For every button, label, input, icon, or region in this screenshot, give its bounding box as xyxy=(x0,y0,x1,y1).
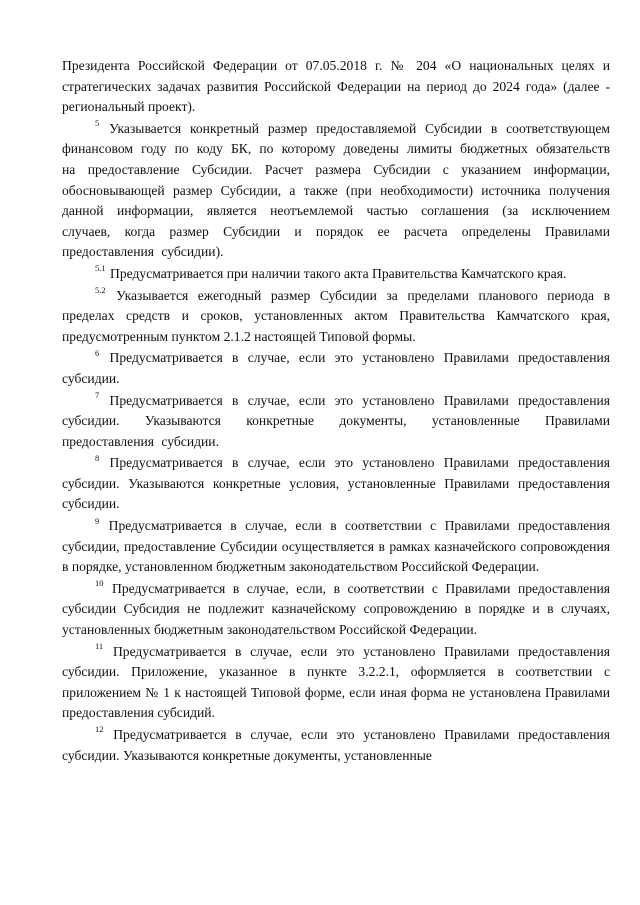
footnote-text: Предусматривается в случае, если это установлено Правилами предоставления субсидии. Указываются конкретные условия, установленные Правилами предоставления субсидии. xyxy=(62,455,610,512)
footnote-marker: 5.1 xyxy=(95,263,106,274)
footnote-11 xyxy=(62,642,610,724)
footnote-text: Предусматривается в случае, если, в соответствии с Правилами предоставления субсидии Субсидия не подлежит казначейскому сопровождению в порядке и в случаях, установленных бюджетным законодательством Российской Федерации. xyxy=(62,580,610,638)
footnote-marker: 12 xyxy=(95,724,104,735)
footnote-text: Предусматривается при наличии такого акта Правительства Камчатского края. xyxy=(110,265,567,281)
footnote-text: Предусматривается в случае, если это установлено Правилами предоставления субсидии. Указываются конкретные документы, установленные xyxy=(62,727,610,763)
footnote-marker: 11 xyxy=(95,641,104,652)
footnote-12 xyxy=(62,725,610,766)
footnote-text: Указывается ежегодный размер Субсидии за пределами планового периода в пределах средств и сроков, установленных актом Правительства Камчатского края, предусмотренным пунктом 2.1.2 настоящей Типовой формы. xyxy=(62,287,610,344)
footnote-5 xyxy=(62,119,610,263)
footnote-marker: 5 xyxy=(95,118,100,129)
footnote-marker: 8 xyxy=(95,452,100,463)
footnote-6 xyxy=(62,348,610,389)
footnote-9 xyxy=(62,516,610,578)
footnote-text: Предусматривается в случае, если это установлено Правилами предоставления субсидии. Указываются конкретные документы, установленные Правилами предоставления субсидии. xyxy=(62,392,610,449)
footnote-marker: 5.2 xyxy=(95,285,106,295)
footnote-text: Предусматривается в случае, если это установлено Правилами предоставления субсидии. Приложение, указанное в пункте 3.2.2.1, оформляется в соответствии с приложением № 1 к настоящей Типовой форме, если иная форма не установлена Правилами предоставления субсидий. xyxy=(62,643,610,721)
footnote-10 xyxy=(62,579,610,641)
footnote-marker: 6 xyxy=(95,347,100,358)
footnote-5-2 xyxy=(62,286,610,348)
footnote-text: Указывается конкретный размер предоставляемой Субсидии в соответствующем финансовом году по коду БК, по которому доведены лимиты бюджетных обязательств на предоставление Субсидии. Расчет размера Субсидии с указанием информации, обосновывающей размер Субсидии, а также (при необходимости) источника получения данной информации, является неотъемлемой частью соглашения (за исключением случаев, когда размер Субсидии и порядок ее расчета определены Правилами предоставления субсидии). xyxy=(62,120,610,260)
footnote-marker: 10 xyxy=(95,578,104,589)
footnote-5-1 xyxy=(62,264,610,285)
paragraph-text: Президента Российской Федерации от 07.05.2018 г. № 204 «О национальных целях и стратегических задачах развития Российской Федерации на период до 2024 года» (далее - региональный проект). xyxy=(62,58,610,115)
paragraph-continuation xyxy=(62,56,610,118)
footnote-8 xyxy=(62,453,610,515)
footnote-text: Предусматривается в случае, если в соответствии с Правилами предоставления субсидии, предоставление Субсидии осуществляется в рамках казначейского сопровождения в порядке, установленном бюджетным законодательством Российской Федерации. xyxy=(62,518,610,575)
footnote-text: Предусматривается в случае, если это установлено Правилами предоставления субсидии. xyxy=(62,350,610,386)
footnote-marker: 9 xyxy=(95,515,100,526)
footnote-marker: 7 xyxy=(95,389,100,400)
footnote-7 xyxy=(62,391,610,453)
